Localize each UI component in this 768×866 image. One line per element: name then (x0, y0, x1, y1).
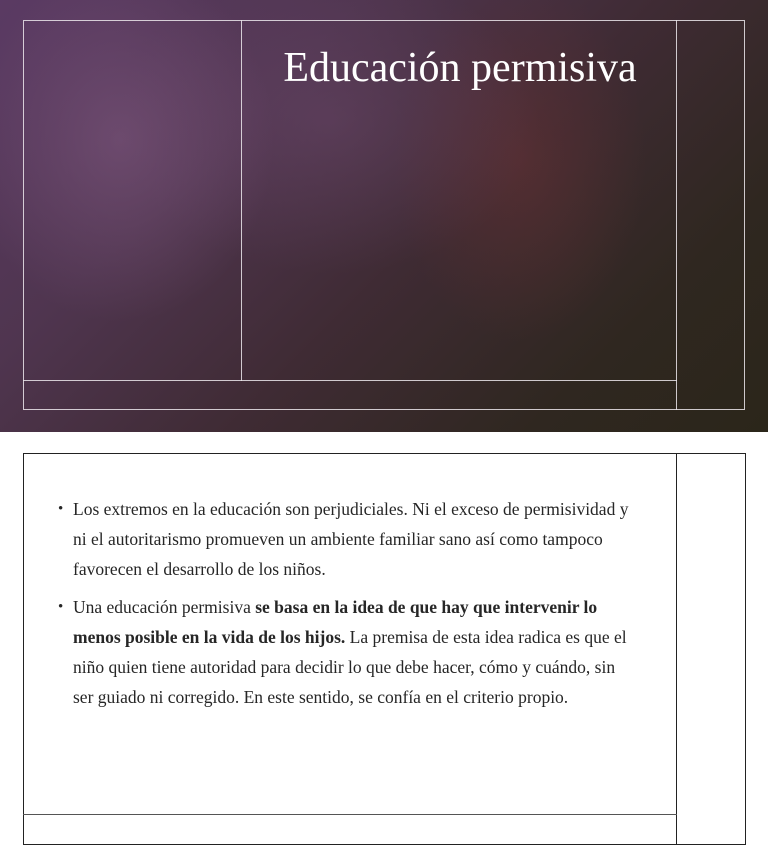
bullet-dot: • (58, 599, 64, 615)
bullet-text-intro: Una educación permisiva (73, 597, 256, 617)
slide-frame-divider-right (676, 20, 677, 410)
slide-frame-divider-right (676, 453, 677, 845)
slide-frame-divider-bottom (23, 380, 677, 381)
bullet-text-bold: se basa en la idea de que hay que intervenir lo menos posible en la vida de los hijos. (73, 597, 598, 647)
bullet-item (56, 592, 638, 712)
bullet-dot: • (58, 501, 64, 517)
bullet-item (56, 494, 638, 584)
bullet-text: Los extremos en la educación son perjudiciales. Ni el exceso de permisividad y ni el autoritarismo promueven un ambiente familiar sano así como tampoco favorecen el desarrollo de los niños. (73, 499, 629, 579)
slide-title: Educación permisiva (283, 45, 637, 91)
slide-frame-divider-bottom (23, 814, 677, 815)
content-slide (0, 432, 768, 866)
bullet-list (56, 494, 638, 720)
slide-frame-divider-left (241, 20, 242, 381)
bullet-text-rest: La premisa de esta idea radica es que el niño quien tiene autoridad para decidir lo que debe hacer, cómo y cuándo, sin ser guiado ni corregido. En este sentido, se confía en el criterio propio. (73, 627, 627, 707)
title-slide (0, 0, 768, 432)
